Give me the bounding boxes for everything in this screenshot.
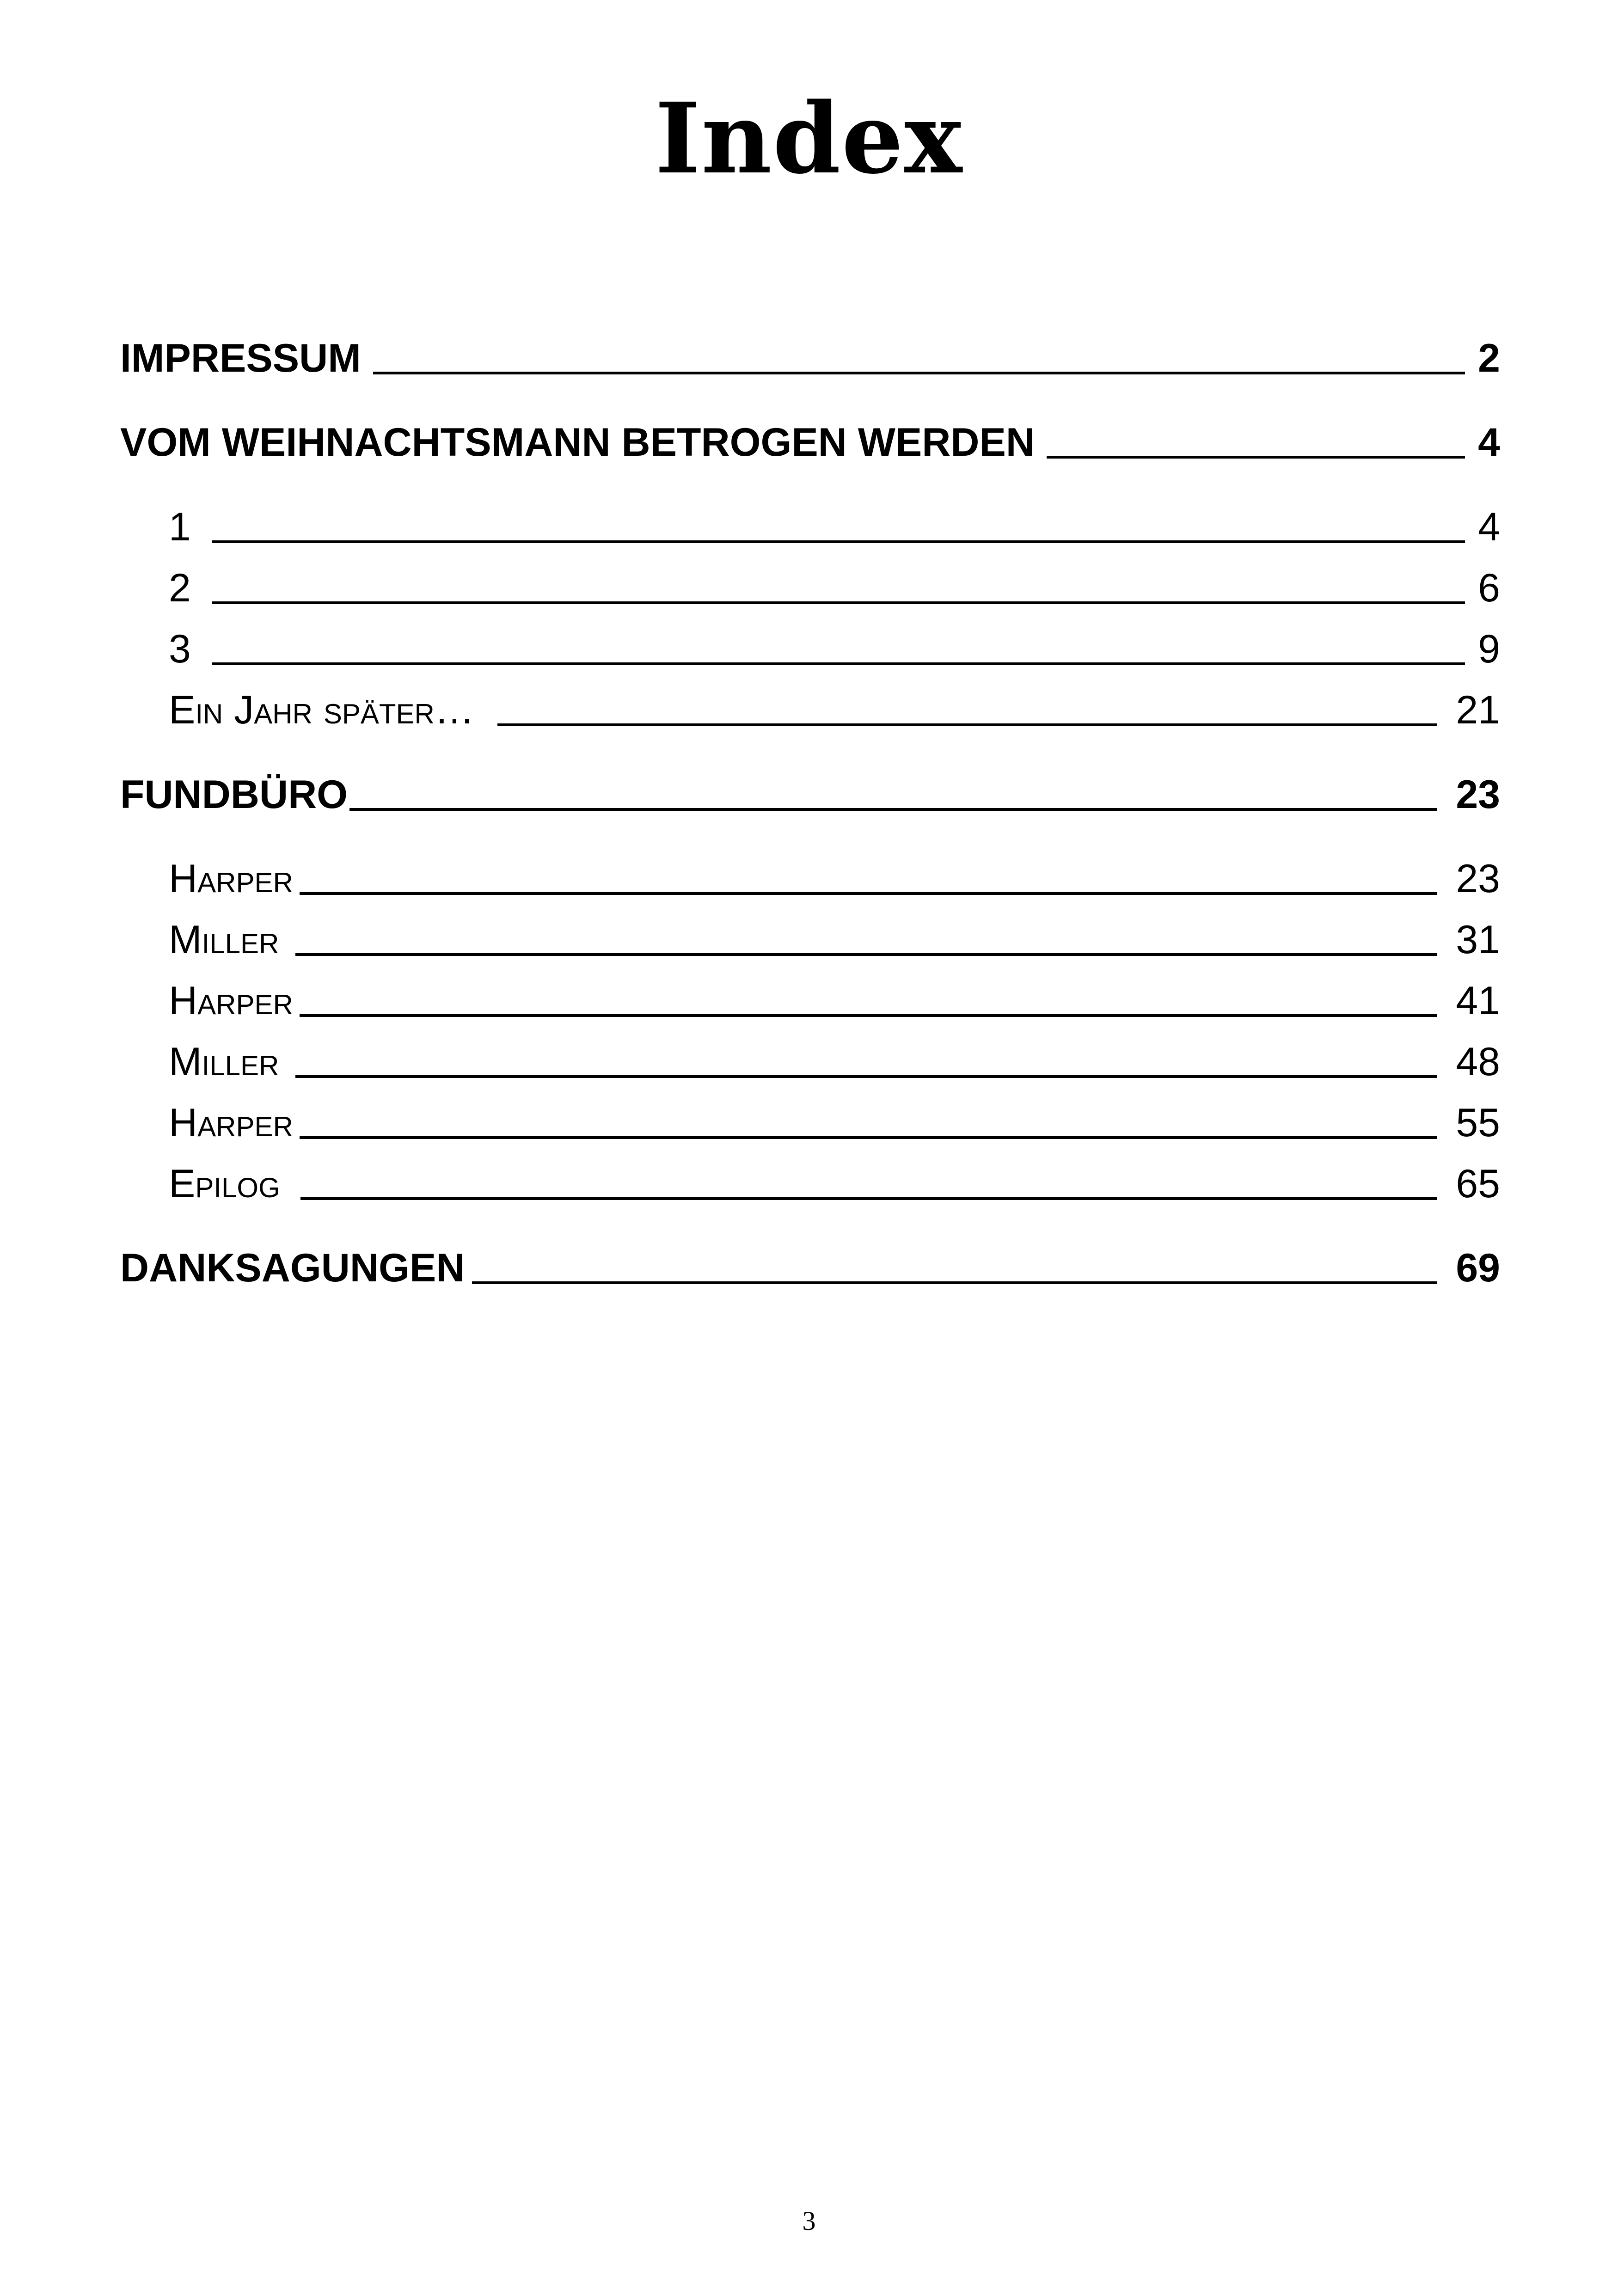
toc-leader-line — [295, 953, 1437, 956]
toc-entry-label: Harper — [169, 1101, 293, 1145]
toc-entry-ein-jahr-spaeter[interactable] — [169, 685, 1500, 735]
toc-entry-danksagungen[interactable] — [120, 1243, 1500, 1293]
toc-entry-label: 2 — [169, 566, 191, 610]
toc-entry-label: DANKSAGUNGEN — [120, 1246, 465, 1290]
toc-entry-page: 65 — [1456, 1162, 1500, 1206]
toc-entry-page: 21 — [1456, 688, 1500, 732]
toc-leader-line — [300, 1136, 1438, 1139]
toc-entry-epilog[interactable] — [169, 1158, 1500, 1209]
toc-entry-label: Ein Jahr später… — [169, 688, 474, 732]
toc-entry-page: 69 — [1456, 1246, 1500, 1290]
toc-entry-chapter-2[interactable] — [169, 563, 1500, 613]
toc-entry-chapter-1[interactable] — [169, 502, 1500, 552]
toc-entry-label: VOM WEIHNACHTSMANN BETROGEN WERDEN — [120, 420, 1035, 465]
toc-leader-line — [212, 540, 1465, 543]
toc-leader-line — [212, 601, 1465, 604]
page-title: Index — [655, 81, 963, 196]
toc-leader-line — [300, 1014, 1438, 1017]
toc-leader-line — [212, 662, 1465, 665]
toc-leader-line — [295, 1075, 1437, 1078]
toc-entry-chapter-3[interactable] — [169, 624, 1500, 674]
toc-entry-vom-weihnachtsmann[interactable] — [120, 417, 1500, 468]
toc-entry-page: 23 — [1456, 772, 1500, 817]
toc-leader-line — [1047, 456, 1465, 459]
toc-entry-page: 4 — [1478, 420, 1500, 465]
toc-leader-line — [349, 808, 1437, 811]
toc-entry-label: 3 — [169, 627, 191, 671]
toc-leader-line — [300, 892, 1438, 895]
toc-leader-line — [472, 1281, 1437, 1284]
toc-entry-miller-2[interactable] — [169, 1036, 1500, 1087]
toc-entry-label: Harper — [169, 857, 293, 901]
toc-entry-harper-3[interactable] — [169, 1097, 1500, 1148]
toc-entry-label: IMPRESSUM — [120, 336, 361, 380]
page-number: 3 — [802, 2206, 816, 2236]
toc-entry-label: Epilog — [169, 1162, 280, 1206]
toc-entry-page: 48 — [1456, 1040, 1500, 1084]
toc-leader-line — [300, 1197, 1438, 1200]
toc-entry-page: 31 — [1456, 918, 1500, 962]
toc-leader-line — [497, 723, 1437, 726]
toc-entry-page: 4 — [1478, 505, 1500, 549]
toc-entry-label: Harper — [169, 979, 293, 1023]
toc-entry-label: Miller — [169, 918, 279, 962]
toc-entry-label: 1 — [169, 505, 191, 549]
toc-entry-page: 2 — [1478, 336, 1500, 380]
toc-entry-harper-1[interactable] — [169, 853, 1500, 904]
toc-entry-page: 6 — [1478, 566, 1500, 610]
toc-entry-fundbuero[interactable] — [120, 769, 1500, 820]
toc-leader-line — [373, 372, 1465, 374]
toc-entry-label: FUNDBÜRO — [120, 772, 348, 817]
toc-entry-miller-1[interactable] — [169, 914, 1500, 965]
toc-entry-page: 41 — [1456, 979, 1500, 1023]
toc-entry-page: 23 — [1456, 857, 1500, 901]
toc-entry-label: Miller — [169, 1040, 279, 1084]
toc-entry-page: 9 — [1478, 627, 1500, 671]
toc-entry-impressum[interactable] — [120, 333, 1500, 384]
toc-entry-page: 55 — [1456, 1101, 1500, 1145]
toc-entry-harper-2[interactable] — [169, 975, 1500, 1026]
